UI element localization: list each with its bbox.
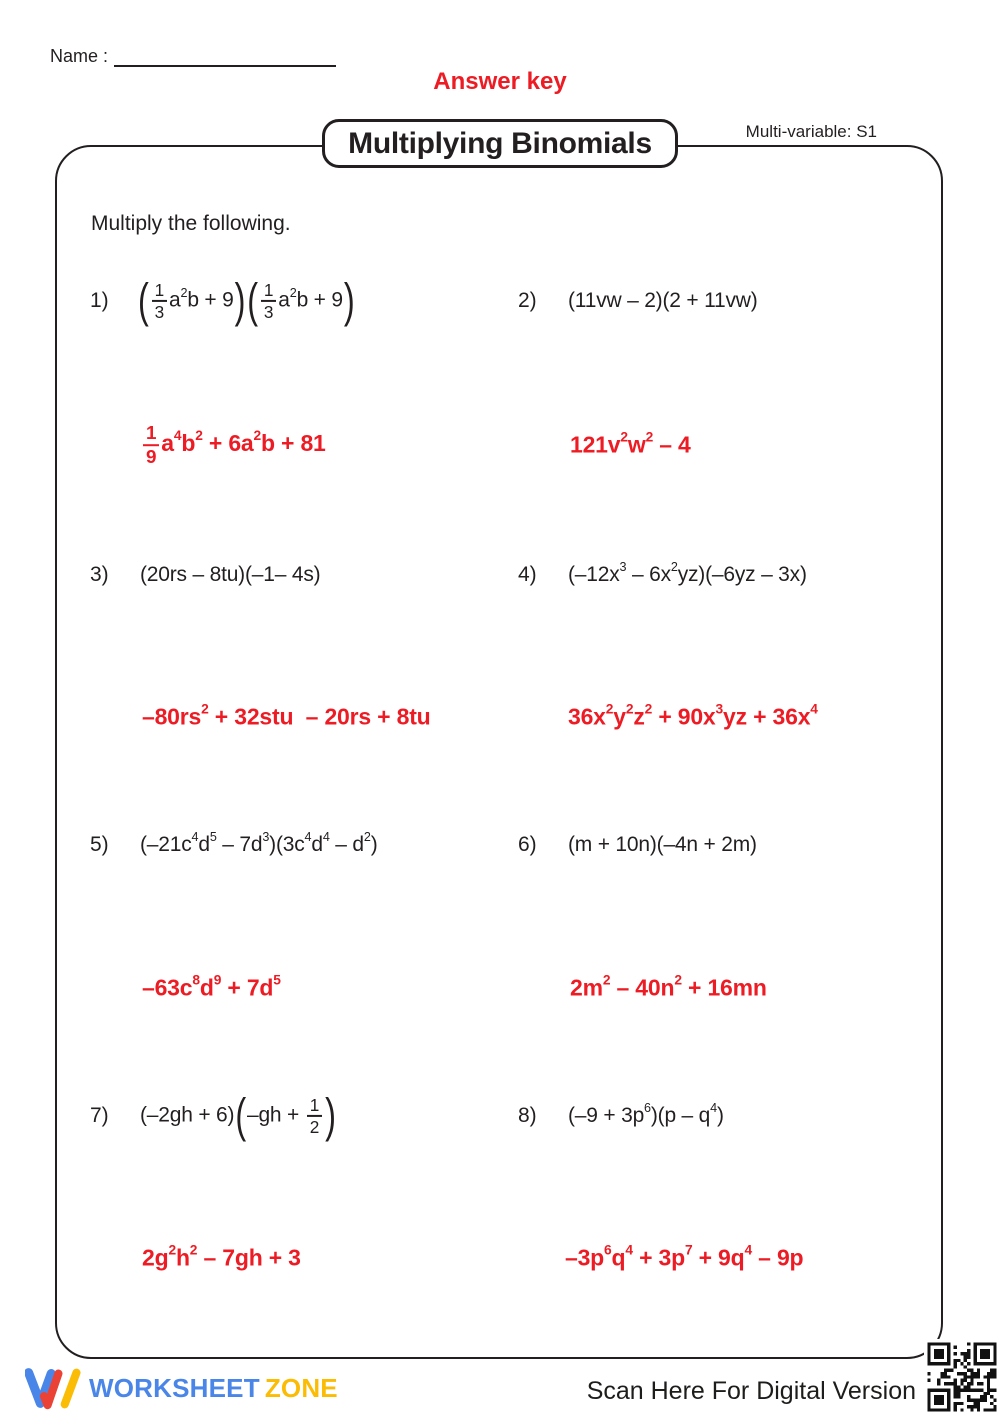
problem-7-answer: $2g^2h^2 - 7gh + 3$: [142, 1242, 301, 1271]
qr-code: [924, 1339, 1000, 1415]
problem-3-number: 3): [90, 563, 109, 586]
problem-6-number: 6): [518, 833, 537, 856]
problem-1-expression: ( $\frac{1}{3}$ $a^2b + 9$)( $\frac{1}{3}$ $a^2b + 9$): [138, 274, 355, 327]
problem-8-number: 8): [518, 1104, 537, 1127]
worksheetzone-logo: [25, 1364, 338, 1412]
problem-1-number: 1): [90, 289, 109, 312]
edition-label: Multi-variable: S1: [745, 122, 877, 141]
worksheet-border-box: [55, 145, 943, 1359]
problem-7-expression: (–2gh + 6)(–gh + $\frac{1}{2}$ ): [140, 1089, 336, 1142]
problem-4-answer: $36x^2y^2z^2 + 90x^3yz + 36x^4$: [568, 701, 818, 730]
problem-4-number: 4): [518, 563, 537, 586]
scan-instruction-text: Scan Here For Digital Version: [586, 1377, 916, 1405]
problem-2-number: 2): [518, 289, 537, 312]
worksheet-title-box: [322, 119, 678, 168]
problem-5-number: 5): [90, 833, 109, 856]
name-input-line[interactable]: [114, 47, 336, 67]
problem-3-answer: $-80rs^2 + 32stu - 20rs + 8tu$: [142, 701, 431, 730]
brand-worksheet-text: WORKSHEET: [89, 1372, 260, 1403]
name-label: Name :: [50, 46, 109, 66]
problem-1-answer: $\frac{1}{9}$ $a^4b^2 + 6a^2b + 81$: [141, 423, 326, 467]
page-title: Multiplying Binomials: [348, 126, 652, 160]
problem-3-expression: (20rs – 8tu)(–1– 4s): [140, 563, 321, 586]
problem-2-expression: (11vw – 2)(2 + 11vw): [568, 289, 758, 312]
problem-8-expression: $(-9 + 3p^6)(p - q^4)$: [568, 1101, 724, 1127]
problem-5-expression: $(-21c^4d^5 - 7d^3)(3c^4d^4 - d^2)$: [140, 830, 378, 856]
problem-7-number: 7): [90, 1104, 109, 1127]
problem-8-answer: $-3p^6q^4 + 3p^7 + 9q^4 - 9p$: [565, 1242, 804, 1271]
worksheetzone-logo-icon: [25, 1366, 89, 1410]
problem-2-answer: $121v^2w^2 - 4$: [570, 429, 691, 458]
problem-6-expression: (m + 10n)(–4n + 2m): [568, 833, 757, 856]
answer-key-label: Answer key: [433, 68, 567, 95]
problem-4-expression: $(-12x^3 - 6x^2yz)(-6yz - 3x)$: [568, 560, 807, 586]
instruction-text: Multiply the following.: [91, 212, 291, 235]
problem-6-answer: $2m^2 - 40n^2 + 16mn$: [570, 972, 767, 1001]
brand-zone-text: ZONE: [264, 1372, 338, 1403]
problem-5-answer: $-63c^8d^9 + 7d^5$: [142, 972, 281, 1001]
